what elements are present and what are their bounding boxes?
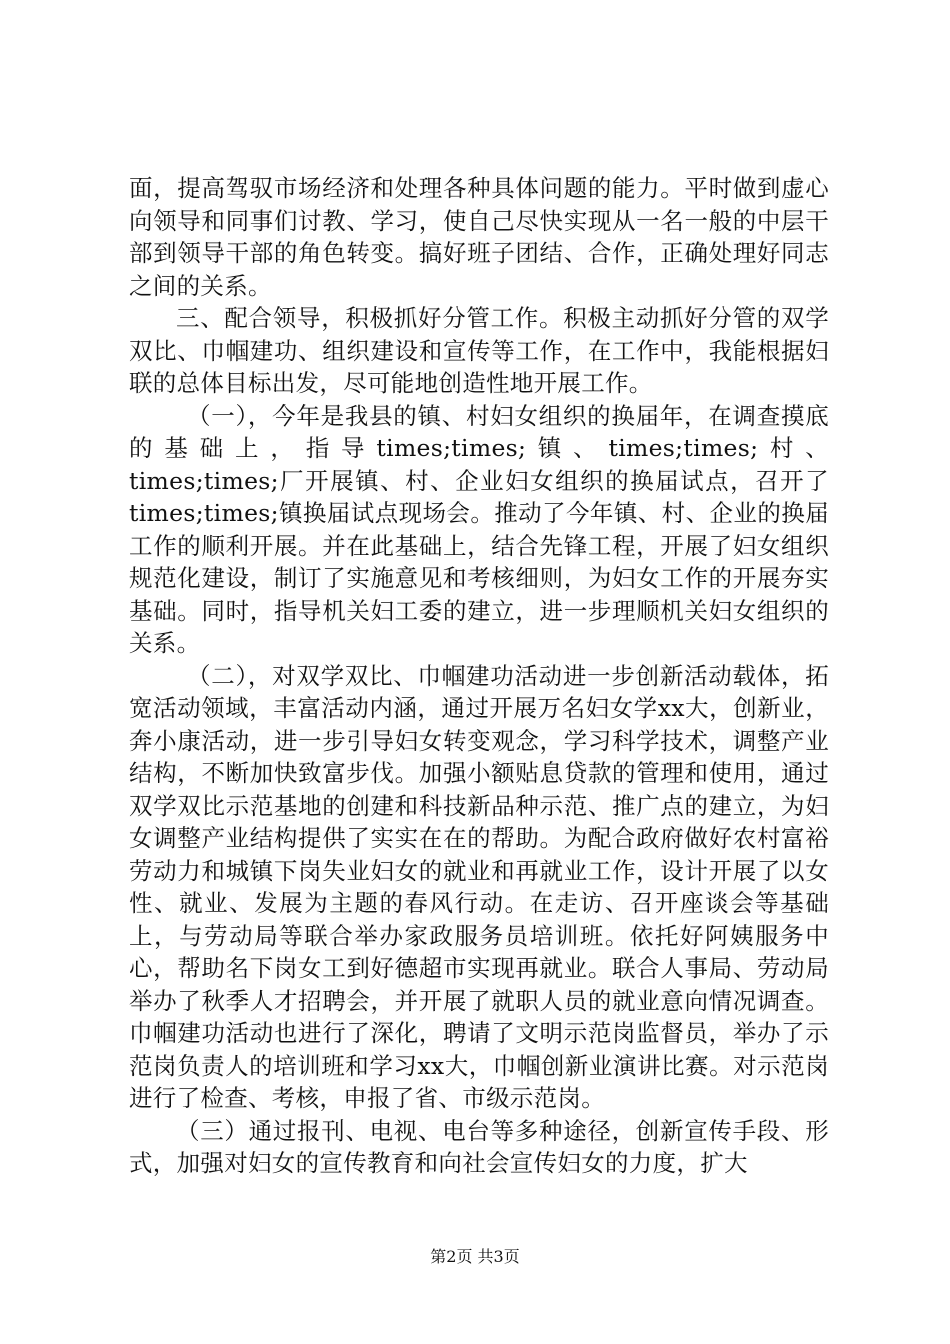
paragraph-item-three: （三）通过报刊、电视、电台等多种途径，创新宣传手段、形式，加强对妇女的宣传教育和向社会宣传妇女的力度，扩大: [129, 1116, 829, 1177]
document-body: [129, 172, 829, 1180]
paragraph-section-three: 三、配合领导，积极抓好分管工作。积极主动抓好分管的双学双比、巾帼建功、组织建设和宣传等工作，在工作中，我能根据妇联的总体目标出发，尽可能地创造性地开展工作。: [129, 304, 829, 397]
paragraph-continuation: 面，提高驾驭市场经济和处理各种具体问题的能力。平时做到虚心向领导和同事们讨教、学习，使自己尽快实现从一名一般的中层干部到领导干部的角色转变。搞好班子团结、合作，正确处理好同志之间的关系。: [129, 174, 829, 300]
paragraph-item-two: （二），对双学双比、巾帼建功活动进一步创新活动载体，拓宽活动领域，丰富活动内涵，通过开展万名妇女学xx大，创新业，奔小康活动，进一步引导妇女转变观念，学习科学技术，调整产业结构，不断加快致富步伐。加强小额贴息贷款的管理和使用，通过双学双比示范基地的创建和科技新品种示范、推广点的建立，为妇女调整产业结构提供了实实在在的帮助。为配合政府做好农村富裕劳动力和城镇下岗失业妇女的就业和再就业工作，设计开展了以女性、就业、发展为主题的春风行动。在走访、召开座谈会等基础上，与劳动局等联合举办家政服务员培训班。依托好阿姨服务中心，帮助名下岗女工到好德超市实现再就业。联合人事局、劳动局举办了秋季人才招聘会，并开展了就职人员的就业意向情况调查。巾帼建功活动也进行了深化，聘请了文明示范岗监督员，举办了示范岗负责人的培训班和学习xx大，巾帼创新业演讲比赛。对示范岗进行了检查、考核，申报了省、市级示范岗。: [129, 661, 829, 1112]
paragraph-item-one: （一），今年是我县的镇、村妇女组织的换届年，在调查摸底的基础上，指导times;times;镇、times;times;村、times;times;厂开展镇、村、企业妇女组织的换届试点，召开了times;times;镇换届试点现场会。推动了今年镇、村、企业的换届工作的顺利开展。并在此基础上，结合先锋工程，开展了妇女组织规范化建设，制订了实施意见和考核细则，为妇女工作的开展夯实基础。同时，指导机关妇工委的建立，进一步理顺机关妇女组织的关系。: [129, 401, 829, 657]
page-footer: 第2页 共3页: [430, 1247, 520, 1266]
